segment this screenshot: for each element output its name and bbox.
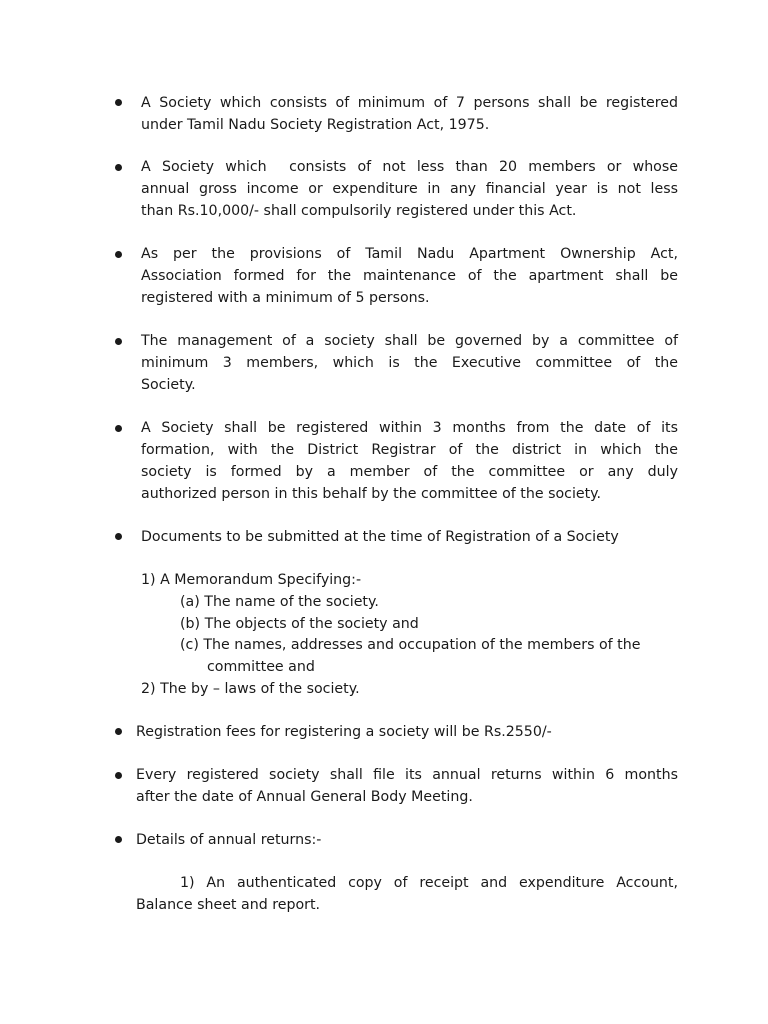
bullet-text-line: Association formed for the maintenance of the apartment shall be [141, 268, 678, 284]
bullet-text-line: A Society shall be registered within 3 months from the date of its [141, 420, 678, 436]
bullet-text-line: annual gross income or expenditure in any financial year is not less [141, 181, 678, 197]
bullet-text-line: after the date of Annual General Body Meeting. [136, 789, 473, 805]
bullet-text-line: As per the provisions of Tamil Nadu Apartment Ownership Act, [141, 246, 678, 262]
documents-item-memorandum: 1) A Memorandum Specifying:- [141, 572, 362, 588]
bullet-text-line: authorized person in this behalf by the committee of the society. [141, 486, 602, 502]
bullet-text-line: registered with a minimum of 5 persons. [141, 290, 430, 306]
bullet-text-line: under Tamil Nadu Society Registration Act, 1975. [141, 117, 490, 133]
bullet-dot [115, 99, 122, 106]
bullet-dot [115, 728, 122, 735]
documents-item-bylaws: 2) The by – laws of the society. [141, 681, 360, 697]
bullet-dot [115, 164, 122, 171]
bullet-text-line: Registration fees for registering a society will be Rs.2550/- [136, 724, 552, 740]
bullet-text-line: Details of annual returns:- [136, 832, 322, 848]
bullet-dot [115, 425, 122, 432]
documents-subitem-c-continued: committee and [207, 659, 315, 675]
bullet-text-line: society is formed by a member of the committee or any duly [141, 464, 678, 480]
bullet-text-line: Every registered society shall file its annual returns within 6 months [136, 767, 678, 783]
annual-returns-item: 1) An authenticated copy of receipt and expenditure Account, [180, 875, 678, 891]
bullet-dot [115, 533, 122, 540]
bullet-text-line: Documents to be submitted at the time of Registration of a Society [141, 529, 619, 545]
bullet-dot [115, 772, 122, 779]
bullet-dot [115, 251, 122, 258]
bullet-text-line: A Society which consists of minimum of 7 persons shall be registered [141, 95, 678, 111]
bullet-text-line: Society. [141, 377, 196, 393]
bullet-text-line: formation, with the District Registrar of the district in which the [141, 442, 678, 458]
bullet-dot [115, 836, 122, 843]
bullet-text-line: A Society which consists of not less than 20 members or whose [141, 159, 678, 175]
bullet-text-line: than Rs.10,000/- shall compulsorily registered under this Act. [141, 203, 577, 219]
bullet-dot [115, 338, 122, 345]
documents-subitem-a: (a) The name of the society. [180, 594, 379, 610]
documents-subitem-b: (b) The objects of the society and [180, 616, 419, 632]
bullet-text-line: The management of a society shall be governed by a committee of [141, 333, 678, 349]
annual-returns-item-continued: Balance sheet and report. [136, 897, 321, 913]
documents-subitem-c: (c) The names, addresses and occupation of the members of the [180, 637, 641, 653]
bullet-text-line: minimum 3 members, which is the Executive committee of the [141, 355, 678, 371]
